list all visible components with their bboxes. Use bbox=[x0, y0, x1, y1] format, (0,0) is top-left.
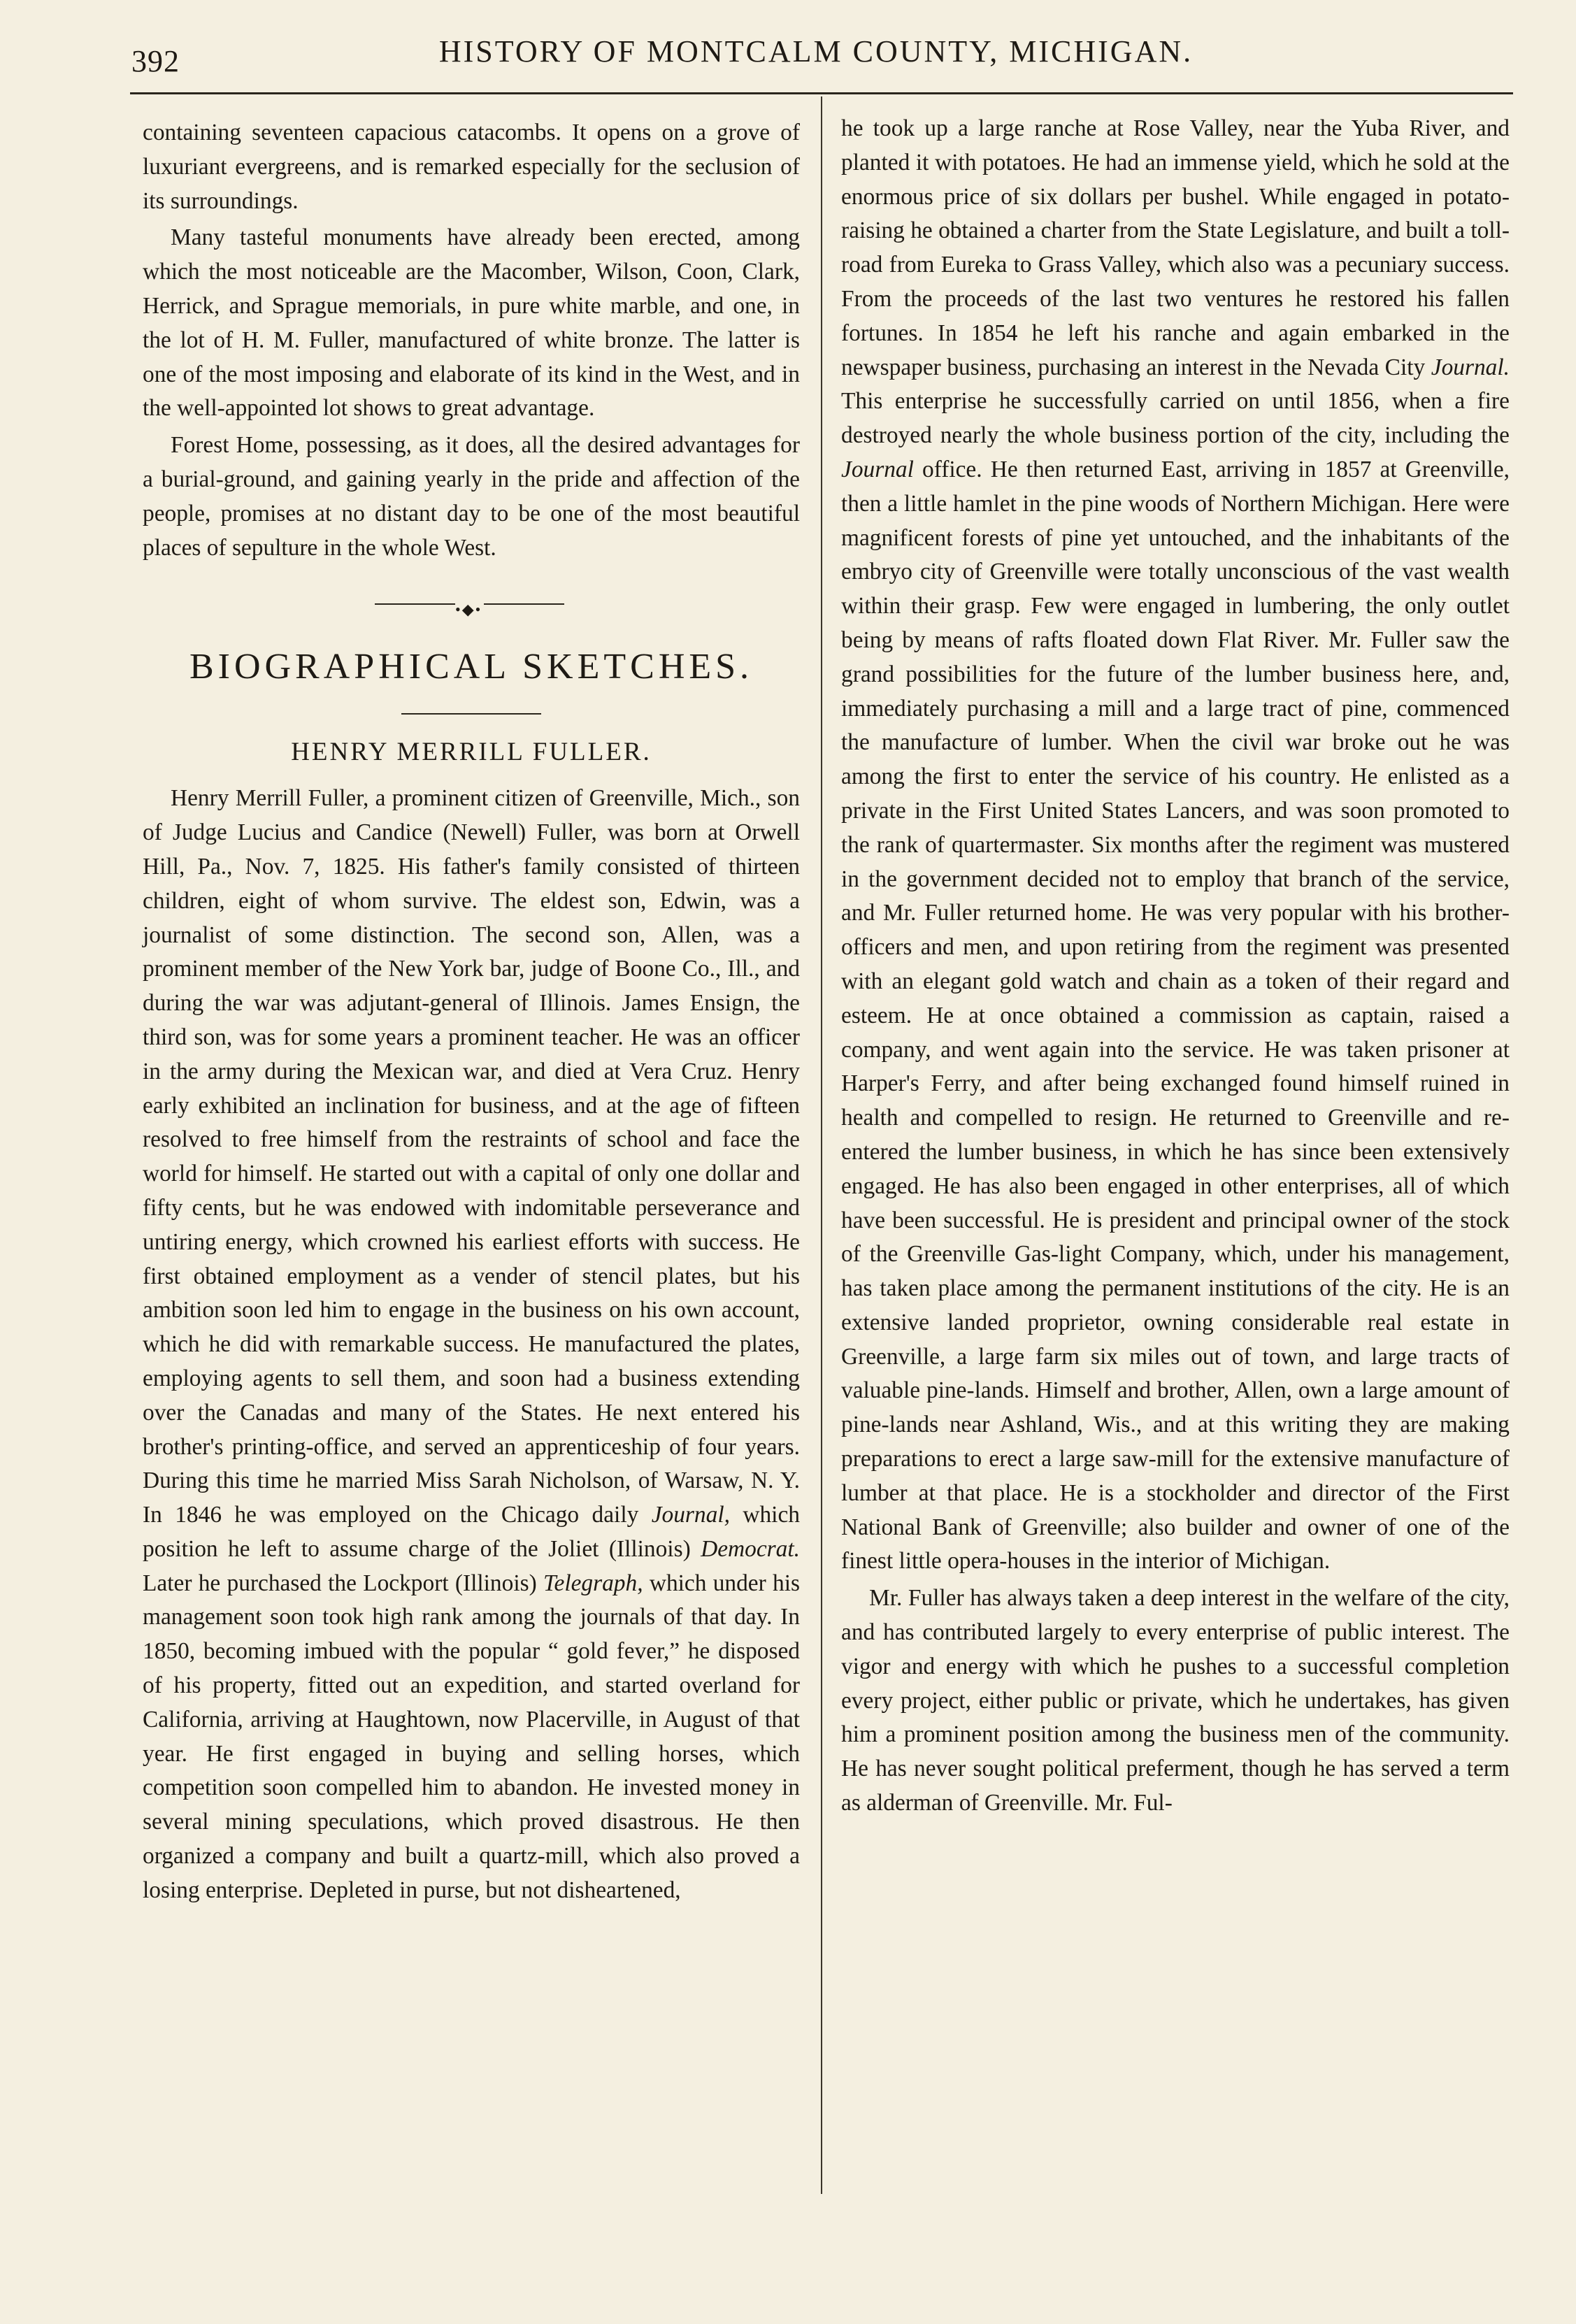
telegraph-title: Telegraph, bbox=[543, 1570, 643, 1596]
bio-text-b: which position he left to assume charge of the Joliet (Illinois) bbox=[143, 1502, 800, 1562]
biography-paragraph-1 bbox=[143, 782, 800, 1907]
bio-text-r-b: This enterprise he successfully carried on until 1856, when a fire destroyed nearly the whole business portion of the city, including the bbox=[841, 388, 1510, 449]
page-number: 392 bbox=[131, 44, 180, 78]
cemetery-paragraph-1: containing seventeen capacious catacombs. It opens on a grove of luxuriant evergreens, and is remarked especially for the seclusion of its surroundings. bbox=[143, 120, 800, 214]
cemetery-paragraph-3: Forest Home, possessing, as it does, all the desired advantages for a burial-ground, and gaining yearly in the pride and affection of the people, promises at no distant day to be one of the most beautiful places of sepulture in the whole West. bbox=[143, 432, 800, 561]
right-column bbox=[841, 112, 1510, 1821]
bio-text-r-a: he took up a large ranche at Rose Valley, near the Yuba River, and planted it with potatoes. He had an immense yield, which he sold at the enormous price of six dollars per bushel. While engaged in potato-raising he obtained a charter from the State Legislature, and built a toll-road from Eureka to Grass Valley, which also was a pecuniary success. From the proceeds of the last two ventures he restored his fallen fortunes. In 1854 he left his ranche and again embarked in the newspaper business, purchasing an interest in the Nevada City bbox=[841, 115, 1510, 380]
subject-name: HENRY MERRILL FULLER. bbox=[291, 738, 652, 767]
column-divider bbox=[821, 96, 822, 2194]
bio-text-c: Later he purchased the Lockport (Illinois) bbox=[143, 1570, 537, 1596]
journal-title-office: Journal bbox=[841, 456, 914, 482]
ornament-line-right bbox=[484, 603, 564, 605]
biography-paragraph-2: Mr. Fuller has always taken a deep interest in the welfare of the city, and has contributed largely to every enterprise of public interest. The vigor and energy with which he pushes to a successful completion every project, either public or private, which he undertakes, has given him a prominent position among the business men of the community. He has never sought political preferment, though he has served a term as alderman of Greenville. Mr. Ful- bbox=[841, 1585, 1510, 1816]
bio-text-a: Henry Merrill Fuller, a prominent citizen of Greenville, Mich., son of Judge Lucius and Candice (Newell) Fuller, was born at Orwell Hill, Pa., Nov. 7, 1825. His father's family consisted of thirteen children, eight of whom survive. The eldest son, Edwin, was a journalist of some distinction. The second son, Allen, was a prominent member of the New York bar, judge of Boone Co., Ill., and during the war was adjutant-general of Illinois. James Ensign, the third son, was for some years a prominent teacher. He was an officer in the army during the Mexican war, and died at Vera Cruz. Henry early exhibited an inclination for business, and at the age of fifteen resolved to free himself from the restraints of school and face the world for himself. He started out with a capital of only one dollar and fifty cents, but he was endowed with indomitable perseverance and untiring energy, which crowned his earliest efforts with success. He first obtained employment as a vender of stencil plates, but his ambition soon led him to engage in the business on his own account, which he did with remarkable success. He manufactured the plates, employing agents to sell them, and soon had a business extending over the Canadas and many of the States. He next entered his brother's printing-office, and served an apprenticeship of four years. During this time he married Miss Sarah Nicholson, of Warsaw, N. Y. In 1846 he was employed on the Chicago daily bbox=[143, 785, 800, 1528]
ornament-line-left bbox=[375, 603, 455, 605]
journal-title-nevada: Journal. bbox=[1431, 354, 1510, 380]
left-column bbox=[143, 116, 800, 1908]
section-ornament bbox=[143, 597, 800, 619]
title-rule bbox=[401, 713, 541, 715]
bio-text-d: which under his management soon took high rank among the journals of that day. In 1850, becoming imbued with the popular “ gold fever,” he disposed of his property, fitted out an expedition, and started overland for California, arriving at Haughtown, now Placerville, in August of that year. He first engaged in buying and selling horses, which competition soon compelled him to abandon. He invested money in several mining speculations, which proved disastrous. He then organized a company and built a quartz-mill, which also proved a losing enterprise. Depleted in purse, but not disheartened, bbox=[143, 1570, 800, 1903]
running-title: HISTORY OF MONTCALM COUNTY, MICHIGAN. bbox=[438, 34, 1194, 69]
section-title: BIOGRAPHICAL SKETCHES. bbox=[189, 647, 754, 687]
ornament-center: •◆• bbox=[455, 601, 482, 619]
journal-title-chicago: Journal, bbox=[651, 1502, 730, 1528]
bio-text-r-c: office. He then returned East, arriving in 1857 at Greenville, then a little hamlet in the pine woods of Northern Michigan. Here were magnificent forests of pine yet untouched, and the inhabitants of the embryo city of Greenville were totally unconscious of the vast wealth within their grasp. Few were engaged in lumbering, the only outlet being by means of rafts floated down Flat River. Mr. Fuller saw the grand possibilities for the future of the lumber business here, and, immediately purchasing a mill and a large tract of pine, commenced the manufacture of lumber. When the civil war broke out he was among the first to enter the service of his country. He enlisted as a private in the First United States Lancers, and was soon promoted to the rank of quartermaster. Six months after the regiment was mustered in the government decided not to employ that branch of the service, and Mr. Fuller returned home. He was very popular with his brother-officers and men, and upon retiring from the regiment was presented with an elegant gold watch and chain as a token of their regard and esteem. He at once obtained a commission as captain, raised a company, and went again into the service. He was taken prisoner at Harper's Ferry, and after being exchanged found himself ruined in health and compelled to resign. He returned to Greenville and re-entered the lumber business, in which he has since been extensively engaged. He has also been engaged in other enterprises, all of which have been successful. He is president and principal owner of the stock of the Greenville Gas-light Company, which, under his management, has taken place among the permanent institutions of the city. He is an extensive landed proprietor, owning considerable real estate in Greenville, a large farm six miles out of town, and large tracts of valuable pine-lands. Himself and brother, Allen, own a large amount of pine-lands near Ashland, Wis., and at this writing they are making preparations to erect a large saw-mill for the extensive manufacture of lumber at that place. He is a stockholder and director of the First National Bank of Greenville; also builder and owner of one of the finest little opera-houses in the interior of Michigan. bbox=[841, 456, 1510, 1575]
header-rule bbox=[130, 92, 1513, 94]
cemetery-paragraph-2: Many tasteful monuments have already been erected, among which the most noticeable are the Macomber, Wilson, Coon, Clark, Herrick, and Sprague memorials, in pure white marble, and one, in the lot of H. M. Fuller, manufactured of white bronze. The latter is one of the most imposing and elaborate of its kind in the West, and in the well-appointed lot shows to great advantage. bbox=[143, 224, 800, 422]
democrat-title: Democrat. bbox=[701, 1535, 800, 1562]
biography-continuation bbox=[841, 112, 1510, 1579]
